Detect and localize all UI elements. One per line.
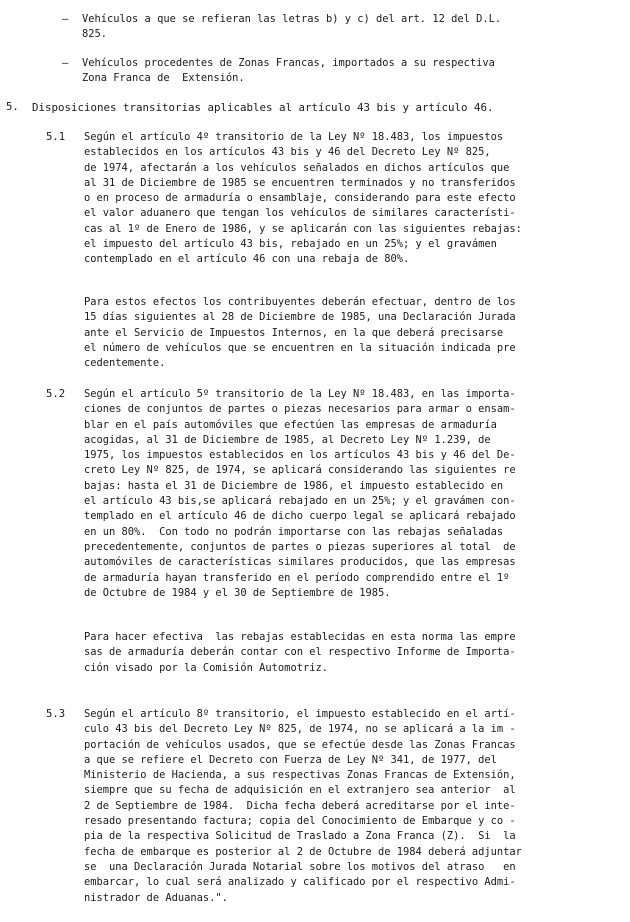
text-line: el impuesto del artículo 43 bis, rebajado en un 25%; y el gravámen bbox=[84, 238, 497, 251]
text-line: 825. bbox=[82, 28, 108, 41]
text-line: Para hacer efectiva las rebajas establecidas en esta norma las empre bbox=[84, 631, 516, 643]
text-line: de Octubre de 1984 y el 30 de Septiembre de 1985. bbox=[84, 586, 391, 599]
text-line: cedentemente. bbox=[84, 357, 166, 370]
text-line: Vehículos a que se refieran las letras b) y c) del art. 12 del D.L. bbox=[82, 13, 502, 25]
text-line: ciones de conjuntos de partes o piezas necesarios para armar o ensam- bbox=[84, 403, 516, 416]
subsection-number: 5.3 bbox=[46, 708, 66, 720]
text-line: se una Declaración Jurada Notarial sobre los motivos del atraso en bbox=[84, 860, 516, 873]
text-line: el artículo 43 bis,se aplicará rebajado en un 25%; y el gravámen con- bbox=[84, 495, 516, 508]
text-line: siempre que su fecha de adquisición en el extranjero sea anterior al bbox=[84, 784, 516, 797]
text-line: Vehículos procedentes de Zonas Francas, importados a su respectiva bbox=[82, 57, 495, 69]
text-line: de armaduría hayan transferido en el período comprendido entre el 1º bbox=[84, 571, 510, 584]
text-line: Según el artículo 5º transitorio de la Ley Nº 18.483, en las importa- bbox=[84, 388, 516, 400]
text-line: embarcar, lo cual será analizado y calificado por el respectivo Admi- bbox=[84, 876, 516, 889]
text-line: precedentemente, conjuntos de partes o piezas superiores al total de bbox=[84, 540, 516, 553]
text-line: el número de vehículos que se encuentren en la situación indicada pre bbox=[84, 341, 516, 354]
text-line: Según el artículo 8º transitorio, el impuesto establecido en el artí- bbox=[84, 708, 516, 720]
text-line: el valor aduanero que tengan los vehículos de similares característi- bbox=[84, 207, 516, 220]
text-line: ante el Servicio de Impuestos Internos, en la que deberá precisarse bbox=[84, 326, 504, 339]
text-line: bajas: hasta el 31 de Diciembre de 1986, el impuesto establecido en bbox=[84, 479, 504, 492]
text-line: Ministerio de Hacienda, a sus respectivas Zonas Francas de Extensión, bbox=[84, 769, 516, 782]
section-title: Disposiciones transitorias aplicables al artículo 43 bis y artículo 46. bbox=[32, 101, 494, 114]
bullet-dash: – bbox=[62, 57, 69, 69]
text-line: culo 43 bis del Decreto Ley Nº 825, de 1974, no se aplicará a la im - bbox=[84, 723, 516, 736]
subsection-number: 5.1 bbox=[46, 131, 66, 143]
text-line: pia de la respectiva Solicitud de Traslado a Zona Franca (Z). Si la bbox=[84, 830, 516, 843]
text-line: templado en el artículo 46 de dicho cuerpo legal se aplicará rebajado bbox=[84, 510, 516, 523]
text-line: 1975, los impuestos establecidos en los artículos 43 bis y 46 del De- bbox=[84, 449, 516, 462]
text-line: contemplado en el artículo 46 con una rebaja de 80%. bbox=[84, 253, 410, 266]
text-line: Según el artículo 4º transitorio de la Ley Nº 18.483, los impuestos bbox=[84, 131, 504, 143]
text-line: resado presentando factura; copia del Conocimiento de Embarque y co - bbox=[84, 815, 516, 828]
paragraph bbox=[84, 295, 624, 371]
text-line: sas de armaduría deberán contar con el respectivo Informe de Importa- bbox=[84, 646, 516, 659]
text-line: automóviles de características similares producidos, que las empresas bbox=[84, 556, 516, 569]
text-line: portación de vehículos usados, que se efectúe desde las Zonas Francas bbox=[84, 738, 516, 751]
subsection-number: 5.2 bbox=[46, 388, 66, 400]
text-line: acogidas, al 31 de Diciembre de 1985, al Decreto Ley Nº 1.239, de bbox=[84, 433, 491, 446]
text-line: a que se refiere el Decreto con Fuerza de Ley Nº 341, de 1977, del bbox=[84, 753, 497, 766]
text-line: nistrador de Aduanas.". bbox=[84, 891, 228, 904]
text-line: Zona Franca de Extensión. bbox=[82, 72, 245, 85]
text-line: 2 de Septiembre de 1984. Dicha fecha deberá acreditarse por el inte- bbox=[84, 799, 516, 812]
text-line: Para estos efectos los contribuyentes deberán efectuar, dentro de los bbox=[84, 296, 516, 308]
text-line: al 31 de Diciembre de 1985 se encuentren terminados y no transferidos bbox=[84, 176, 516, 189]
text-line: 15 días siguientes al 28 de Diciembre de 1985, una Declaración Jurada bbox=[84, 311, 516, 324]
text-line: en un 80%. Con todo no podrán importarse con las rebajas señaladas bbox=[84, 525, 504, 538]
text-line: de 1974, afectarán a los vehículos señalados en dichos artículos que bbox=[84, 161, 510, 174]
bullet-dash: – bbox=[62, 13, 69, 25]
section-number: 5. bbox=[6, 101, 19, 113]
text-line: o en proceso de armaduría o ensamblaje, considerando para este efecto bbox=[84, 192, 516, 205]
text-line: creto Ley Nº 825, de 1974, se aplicará considerando las siguientes re bbox=[84, 464, 516, 477]
text-line: establecidos en los artículos 43 bis y 46 del Decreto Ley Nº 825, bbox=[84, 146, 491, 159]
text-line: cas al 1º de Enero de 1986, y se aplicarán con las siguientes rebajas: bbox=[84, 222, 522, 235]
paragraph bbox=[84, 630, 624, 676]
text-line: ción visado por la Comisión Automotriz. bbox=[84, 661, 328, 674]
text-line: blar en el país automóviles que efectúen las empresas de armaduría bbox=[84, 418, 497, 431]
text-line: fecha de embarque es posterior al 2 de Octubre de 1984 deberá adjuntar bbox=[84, 845, 522, 858]
